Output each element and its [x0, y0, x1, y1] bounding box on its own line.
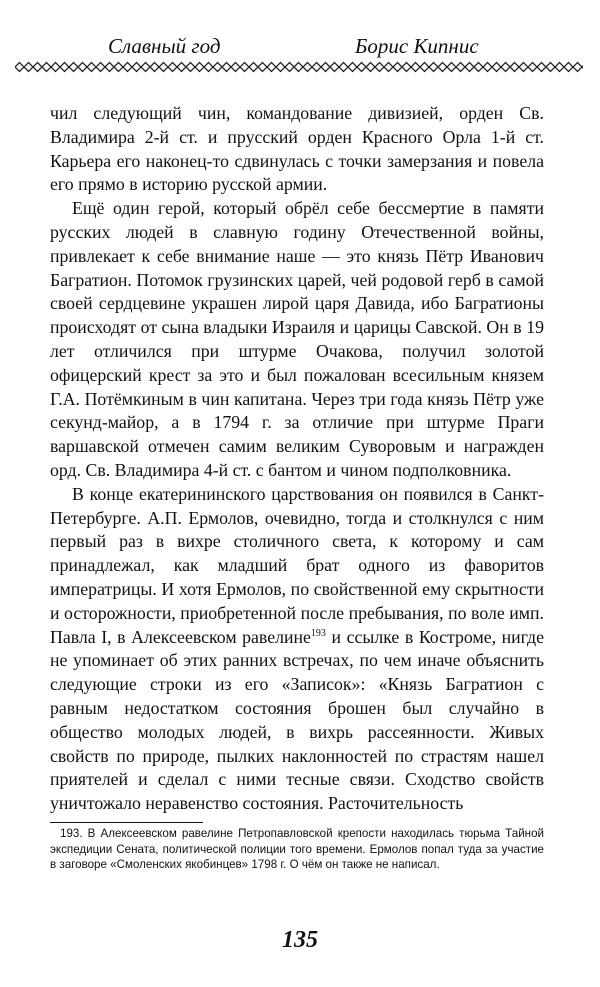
paragraph-1: чил следующий чин, командование дивизией, орден Св. Владимира 2-й ст. и прусский орден Красного Орла 1-й ст. Карьера его наконец-то сдвинулась с точки замерзания и повела его прямо в историю русской армии. — [50, 103, 544, 195]
header-ornament — [15, 60, 583, 74]
page-number: 135 — [282, 927, 318, 953]
paragraph-3 — [50, 483, 544, 816]
footnote-reference[interactable]: 193 — [310, 627, 326, 639]
footnote-divider — [50, 822, 203, 823]
footnote — [50, 826, 544, 873]
main-text — [50, 102, 544, 816]
paragraph-3-part-1: В конце екатерининского царствования он появился в Санкт-Петербурге. А.П. Ермолов, очевидно, тогда и столкнулся с ним первый раз в вихре столичного света, к которому и сам принадлежал, как младший брат одного из фаворитов императрицы. И хотя Ермолов, по свойственной ему скрытности и осторожности, приобретенной после пребывания, по воле имп. Павла I, в Алексеевском равелине — [50, 483, 544, 647]
paragraph-2: Ещё один герой, который обрёл себе бессмертие в памяти русских людей в славную годину Отечественной войны, привлекает к себе внимание наше — это князь Пётр Иванович Багратион. Потомок грузинских царей, чей родовой герб в самой своей сердцевине украшен лирой царя Давида, ибо Багратионы происходят от сына владыки Израиля и царицы Савской. Он в 19 лет отличился при штурме Очакова, получил золотой офицерский крест за это и был пожалован всесильным князем Г.А. Потёмкиным в чин капитана. Через три года князь Пётр уже секунд-майор, а в 1794 г. за отличие при штурме Праги варшавской отмечен самим великим Суворовым и награжден орд. Св. Владимира 4-й ст. с бантом и чином подполковника. — [50, 198, 544, 480]
running-title-book: Славный год — [108, 34, 221, 58]
paragraph-3-part-2: и ссылке в Костроме, нигде не упоминает об этих ранних встречах, по чем иначе объяснить следующие строки из его «Записок»: «Князь Багратион с равным недостатком состояния брошен был случайно в общество молодых людей, в вихрь рассеянности. Живых свойств по природе, пылких наклонностей по страстям нашел приятелей и сделал с ними тесные связи. Сходство свойств уничтожало неравенство состояния. Расточительность — [50, 626, 545, 814]
running-title-author: Борис Кипнис — [355, 34, 479, 58]
footnote-text: 193. В Алексеевском равелине Петропавловской крепости находилась тюрьма Тайной экспедиции Сената, политической полиции того времени. Ермолов попал туда за участие в заговоре «Смоленских якобинцев» 1798 г. О чём он также не написал. — [50, 827, 544, 871]
